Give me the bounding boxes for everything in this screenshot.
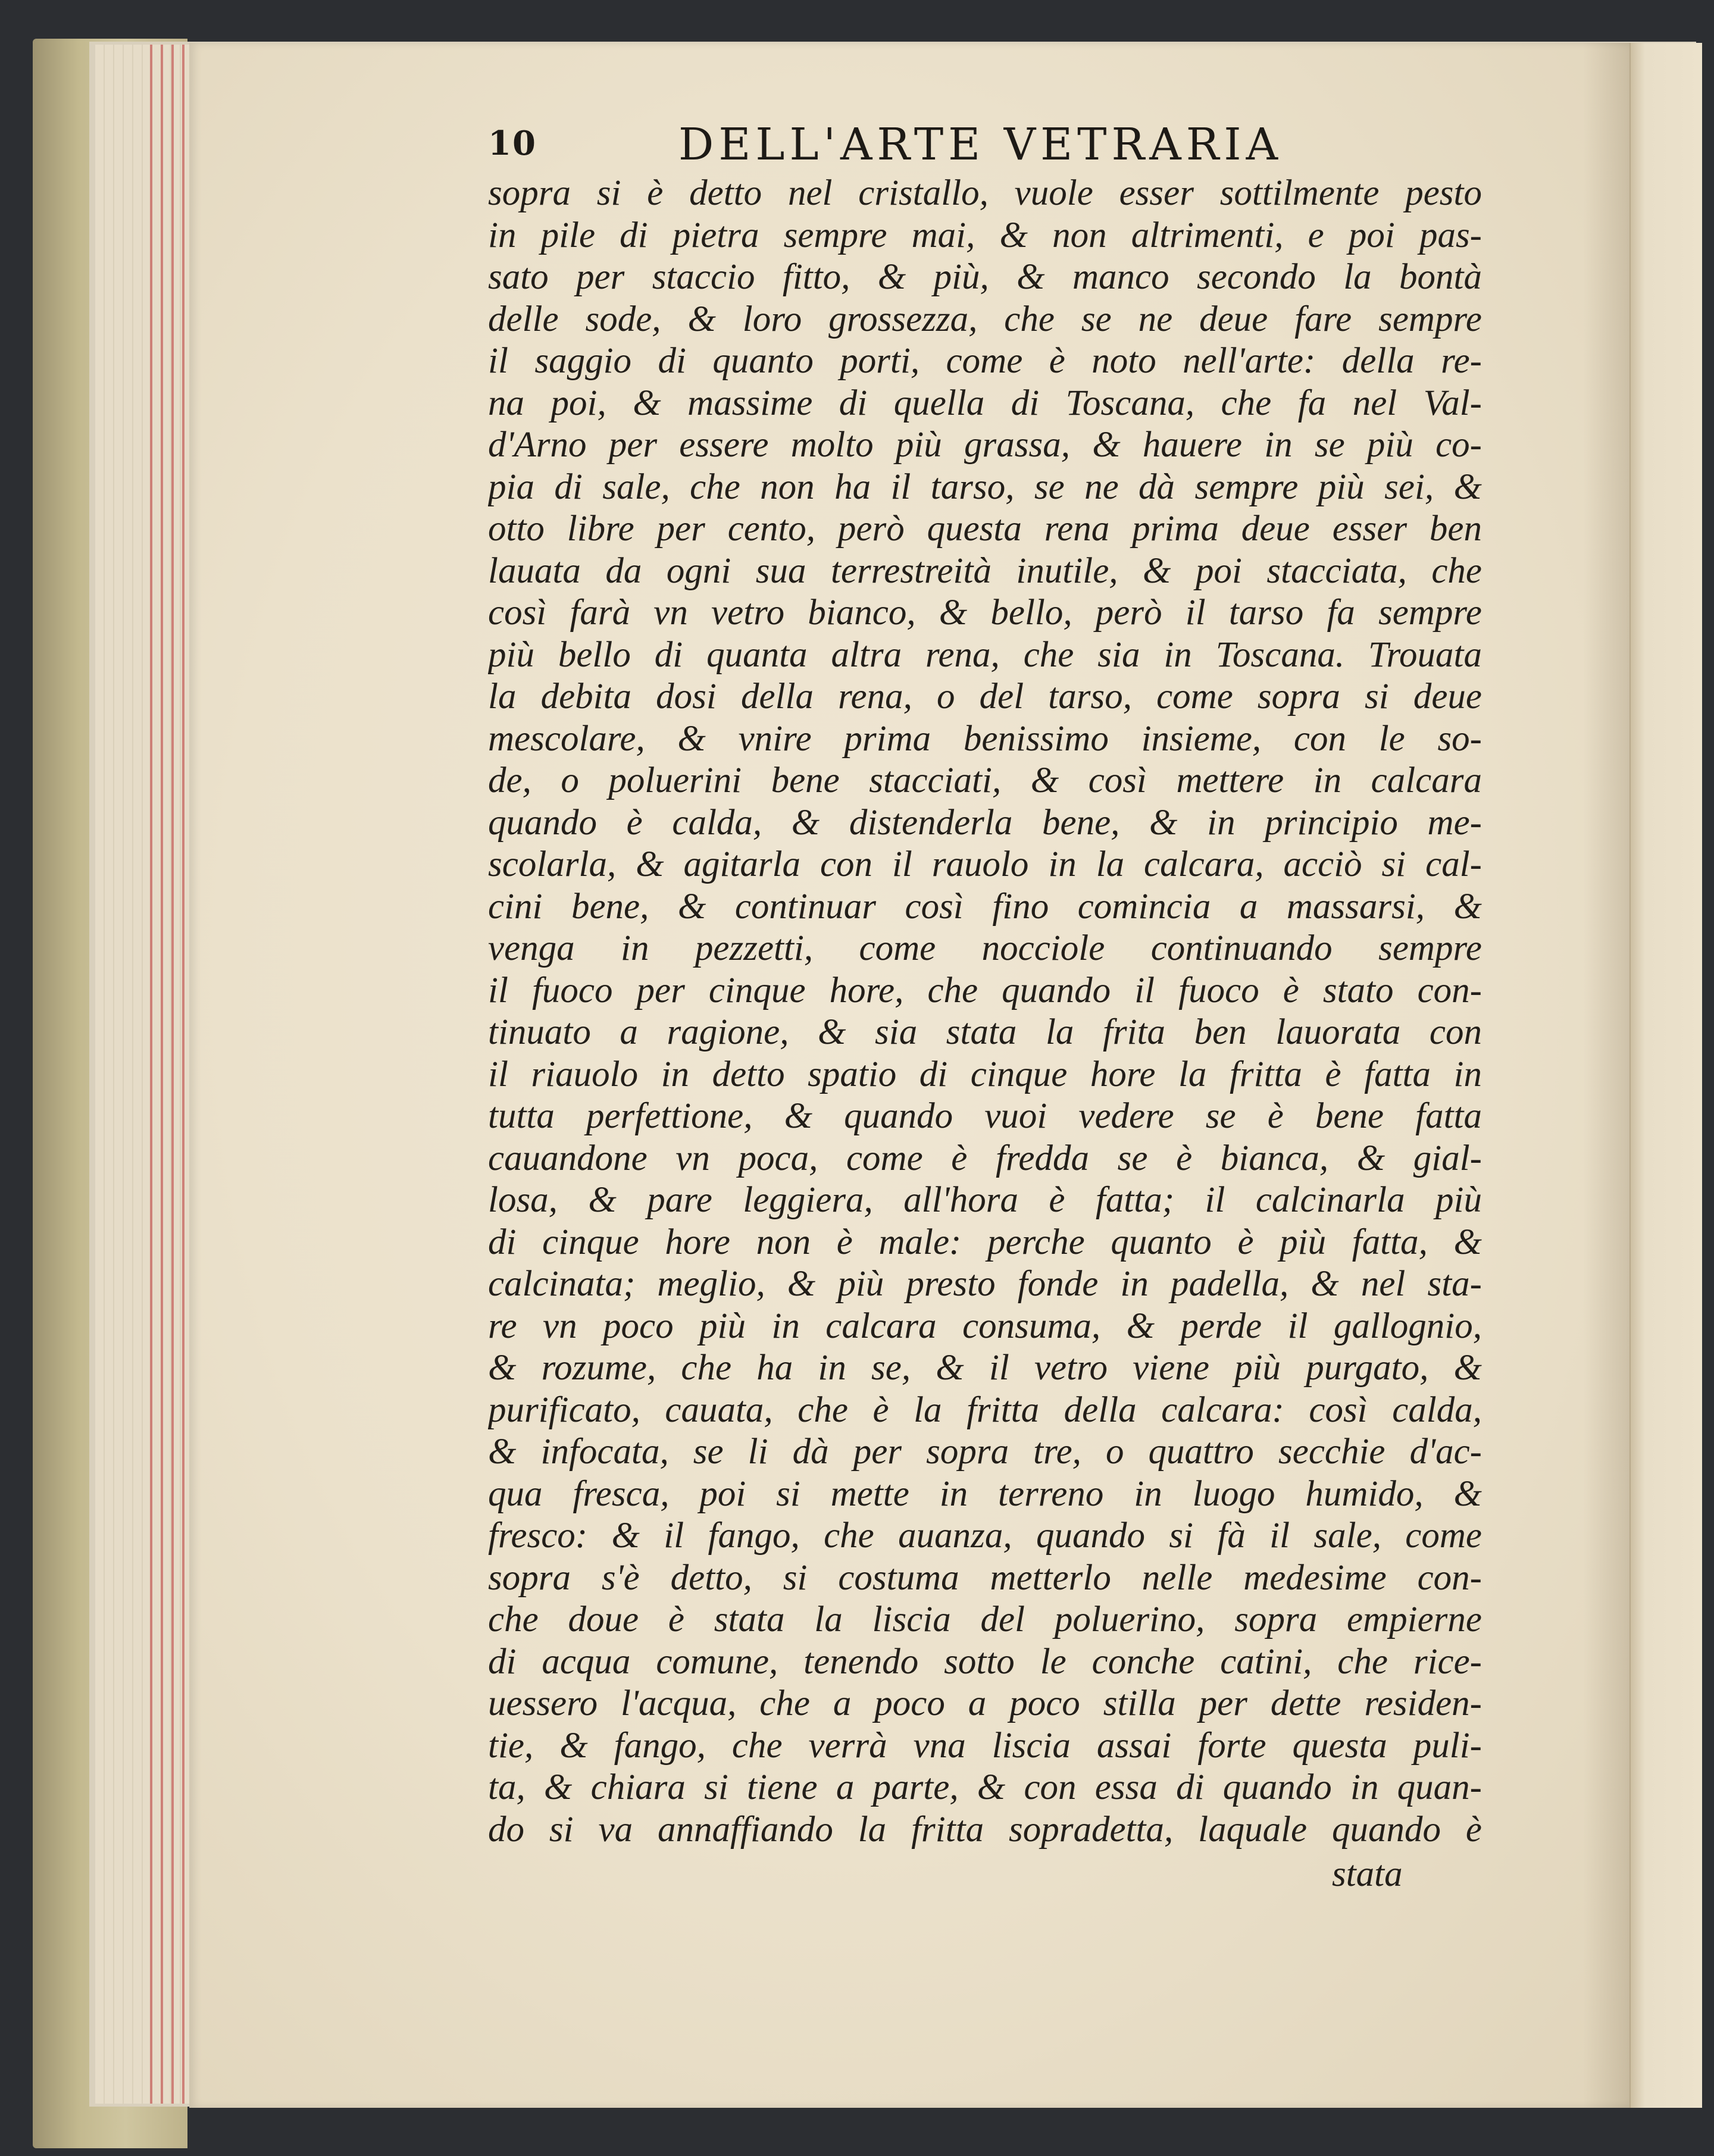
right-page-edge: [1629, 43, 1702, 2108]
running-head: DELL'ARTE VETRARIA: [678, 119, 1283, 170]
body-text: [488, 173, 1482, 1851]
catchword: stata: [1332, 1854, 1403, 1894]
text-line: quando è calda, & distenderla bene, & in principio me-: [488, 802, 1482, 843]
text-line: uessero l'acqua, che a poco a poco stilla per dette residen-: [488, 1684, 1482, 1723]
text-line: calcinata; meglio, & più presto fonde in padella, & nel sta-: [488, 1264, 1482, 1304]
text-line: il riauolo in detto spatio di cinque hore la fritta è fatta in: [488, 1054, 1482, 1094]
text-line: fresco: & il fango, che auanza, quando si fà il sale, come: [488, 1516, 1482, 1556]
text-line: scolarla, & agitarla con il rauolo in la calcara, acciò si cal-: [488, 844, 1482, 884]
text-line: la debita dosi della rena, o del tarso, come sopra si deue: [488, 677, 1482, 716]
text-line: purificato, cauata, che è la fritta della calcara: così calda,: [488, 1390, 1482, 1430]
text-line: più bello di quanta altra rena, che sia in Toscana. Trouata: [488, 634, 1482, 675]
text-line: sopra si è detto nel cristallo, vuole esser sottilmente pesto: [488, 173, 1482, 213]
text-line: così farà vn vetro bianco, & bello, però il tarso fa sempre: [488, 593, 1482, 633]
text-line: il saggio di quanto porti, come è noto nell'arte: della re-: [488, 341, 1482, 381]
text-line: cauandone vn poca, come è fredda se è bianca, & gial-: [488, 1138, 1482, 1178]
text-line: pia di sale, che non ha il tarso, se ne dà sempre più sei, &: [488, 467, 1482, 507]
text-line: ta, & chiara si tiene a parte, & con essa di quando in quan-: [488, 1767, 1482, 1807]
text-line: tutta perfettione, & quando vuoi vedere se è bene fatta: [488, 1096, 1482, 1136]
text-line: tie, & fango, che verrà vna liscia assai forte questa puli-: [488, 1725, 1482, 1766]
text-line: sato per staccio fitto, & più, & manco secondo la bontà: [488, 257, 1482, 297]
text-line: lauata da ogni sua terrestreità inutile, & poi stacciata, che: [488, 550, 1482, 591]
text-line: d'Arno per essere molto più grassa, & hauere in se più co-: [488, 425, 1482, 465]
text-line: do si va annaffiando la fritta sopradetta, laquale quando è: [488, 1809, 1482, 1850]
text-line: di acqua comune, tenendo sotto le conche catini, che rice-: [488, 1641, 1482, 1682]
red-edge-line: [161, 45, 163, 2104]
text-line: na poi, & massime di quella di Toscana, che fa nel Val-: [488, 383, 1482, 423]
text-line: otto libre per cento, però questa rena prima deue esser ben: [488, 509, 1482, 549]
text-line: qua fresca, poi si mette in terreno in luogo humido, &: [488, 1473, 1482, 1514]
page-number: 10: [488, 124, 537, 163]
text-line: cini bene, & continuar così fino comincia a massarsi, &: [488, 886, 1482, 927]
text-line: il fuoco per cinque hore, che quando il fuoco è stato con-: [488, 970, 1482, 1010]
text-line: re vn poco più in calcara consuma, & perde il gallognio,: [488, 1306, 1482, 1346]
text-line: che doue è stata la liscia del poluerino, sopra empierne: [488, 1600, 1482, 1639]
text-line: de, o poluerini bene stacciati, & così mettere in calcara: [488, 761, 1482, 800]
text-line: sopra s'è detto, si costuma metterlo nelle medesime con-: [488, 1557, 1482, 1598]
page-header: [488, 119, 1500, 170]
text-line: delle sode, & loro grossezza, che se ne deue fare sempre: [488, 299, 1482, 339]
red-edge-line: [171, 45, 174, 2104]
text-line: losa, & pare leggiera, all'hora è fatta; il calcinarla più: [488, 1180, 1482, 1220]
text-line: tinuato a ragione, & sia stata la frita ben lauorata con: [488, 1012, 1482, 1052]
text-line: & infocata, se li dà per sopra tre, o quattro secchie d'ac-: [488, 1432, 1482, 1472]
left-page-edges: [95, 45, 190, 2104]
text-line: mescolare, & vnire prima benissimo insieme, con le so-: [488, 718, 1482, 759]
text-line: & rozume, che ha in se, & il vetro viene più purgato, &: [488, 1348, 1482, 1388]
gutter-shadow: [1583, 43, 1631, 2108]
red-edge-line: [150, 45, 152, 2104]
text-line: di cinque hore non è male: perche quanto è più fatta, &: [488, 1222, 1482, 1262]
text-line: venga in pezzetti, come nocciole continuando sempre: [488, 928, 1482, 968]
text-line: in pile di pietra sempre mai, & non altrimenti, e poi pas-: [488, 215, 1482, 255]
red-edge-line: [182, 45, 184, 2104]
